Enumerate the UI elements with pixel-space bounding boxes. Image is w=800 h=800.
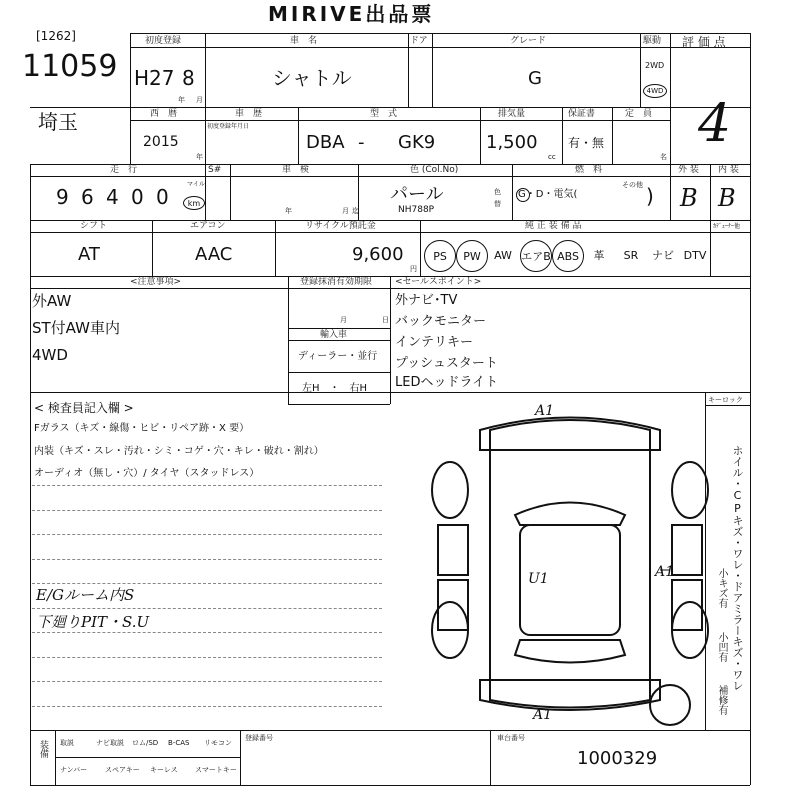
sales-point: バックモニター	[395, 314, 487, 329]
cc-label: cc	[548, 153, 556, 161]
ruled-line	[32, 558, 382, 560]
handle-label: 左H ・ 右H	[302, 383, 368, 394]
sales-point: インテリキー	[395, 335, 474, 350]
fuel-g-circle	[516, 188, 530, 202]
sales-points-header: <セールスポイント>	[395, 277, 482, 287]
month-label: 月	[196, 96, 203, 104]
shift-value: AT	[78, 244, 100, 265]
drive-4wd-circled	[643, 84, 667, 98]
lot-number: 11059	[22, 49, 118, 84]
equipment-checkbox-label: スマートキー	[195, 766, 237, 774]
mileage-sub-header: S#	[208, 165, 222, 175]
door-front-left	[438, 525, 468, 575]
side-small: 補修有	[716, 685, 727, 715]
equipment-checkbox-label: スペアキー	[105, 766, 140, 774]
lot-code: [1262]	[36, 29, 76, 43]
equipment-item: SR	[623, 248, 639, 262]
grid-line	[130, 120, 670, 121]
displacement: 1,500	[486, 132, 538, 153]
grid-line	[152, 220, 153, 276]
tuner-header: ｶﾃﾞｭｰﾅｰ他	[713, 223, 741, 230]
fuel-close: )	[646, 184, 654, 208]
notes-line: 外AW	[32, 292, 72, 310]
fuel-other: その他	[622, 181, 643, 189]
aircon-header: エアコン	[190, 221, 226, 231]
footer-label: 装備	[38, 740, 48, 758]
shaken-header: 車 検	[282, 165, 310, 175]
sales-point: 外ナビ･TV	[395, 293, 458, 308]
fuel-header: 燃 料	[575, 165, 603, 175]
grid-line	[408, 33, 409, 107]
grid-line	[480, 107, 481, 164]
mark-rear: A1	[533, 707, 553, 723]
ruled-line	[32, 509, 382, 511]
grid-line	[288, 372, 390, 373]
first-reg-header: 初度登録	[145, 36, 182, 46]
notes-line: 4WD	[32, 346, 68, 364]
shaken-month: 月	[342, 207, 349, 215]
grid-line	[420, 220, 421, 276]
rear-window	[515, 640, 625, 663]
recycle-header: リサイクル預託金	[305, 221, 376, 231]
grid-line	[30, 730, 750, 731]
grid-line	[30, 232, 750, 233]
grid-line	[390, 276, 391, 404]
side-small: 小凹有	[716, 632, 727, 662]
grid-line	[750, 33, 751, 785]
grid-line	[612, 107, 613, 164]
equipment-item: ABS	[552, 240, 584, 272]
equipment-item: エアB	[520, 240, 552, 272]
wheel-front-right	[672, 462, 708, 518]
windshield	[515, 503, 625, 526]
keylock-header: キーロック	[708, 396, 743, 404]
equipment-checkbox-label: 取説	[60, 739, 74, 747]
notes-header: <注意事項>	[130, 277, 182, 287]
side-legend: ホイル・CPキズ・ワレ・ドアミラーキズ・ワレ	[731, 445, 744, 691]
grade-header: グレード	[510, 36, 547, 46]
inspection-header: 車 歴	[235, 109, 263, 119]
grid-line	[130, 47, 750, 48]
interior-header: 内 装	[718, 165, 739, 175]
grid-line	[30, 164, 31, 785]
reg-month-label: 月	[340, 316, 347, 324]
car-diagram	[420, 400, 720, 730]
warranty-value: 有・無	[568, 136, 605, 150]
grid-line	[705, 392, 706, 730]
dealer-label: ディーラー・並行	[298, 351, 378, 362]
spare-tire	[650, 685, 690, 725]
grid-line	[205, 164, 206, 220]
prefecture: 埼玉	[38, 110, 78, 134]
grid-line	[705, 405, 750, 406]
ruled-line	[32, 533, 382, 535]
mileage-header: 走 行	[110, 165, 138, 175]
equipment-item: DTV	[683, 248, 707, 262]
grid-line	[30, 107, 750, 108]
grid-line	[55, 757, 240, 758]
grid-line	[640, 33, 641, 107]
wheel-front-left	[432, 462, 468, 518]
era: H27	[134, 66, 175, 90]
aircon-value: AAC	[195, 244, 233, 265]
year-label: 年	[178, 96, 185, 104]
shift-header: シフト	[80, 221, 108, 231]
grid-line	[670, 164, 671, 220]
ruled-line	[32, 631, 382, 633]
color-header: 色 (Col.No)	[410, 165, 459, 175]
grid-line	[432, 33, 433, 107]
equipment-checkbox-label: ナビ取説	[96, 739, 124, 747]
grid-line	[710, 164, 711, 220]
equipment-item: 革	[593, 249, 605, 262]
mileage-digit: 6	[81, 185, 94, 209]
grid-line	[288, 404, 390, 405]
reg-number-label: 登録番号	[245, 734, 273, 742]
import-label: 輸入車	[320, 330, 348, 340]
mileage-digit: 0	[156, 185, 169, 209]
inspector-line: オーディオ（無し・穴）/ タイヤ（スタッドレス）	[34, 468, 260, 479]
equipment-item: PS	[424, 240, 456, 272]
grade: G	[528, 68, 542, 89]
grid-line	[275, 220, 276, 276]
inspector-header: < 検査員記入欄 >	[34, 401, 134, 415]
exterior-grade: B	[680, 184, 698, 212]
grid-line	[490, 730, 491, 785]
km-circled	[183, 196, 205, 210]
grid-line	[288, 328, 390, 329]
grid-line	[130, 33, 750, 34]
grid-line	[710, 220, 711, 276]
grid-line	[288, 340, 390, 341]
notes-line: ST付AW車内	[32, 319, 120, 337]
reg-expire-header: 登録抹消有効期限	[300, 277, 373, 287]
shaken-until: 迄	[352, 207, 359, 215]
form-title: MIRIVE出品票	[268, 2, 435, 26]
grid-line	[240, 730, 241, 785]
grid-line	[30, 164, 750, 165]
score-header: 評 価 点	[682, 35, 726, 49]
sales-point: LEDヘッドライト	[395, 375, 499, 390]
inspector-line: 内装（キズ・スレ・汚れ・シミ・コゲ・穴・キレ・破れ・割れ）	[34, 446, 324, 457]
color-value: パール	[390, 184, 444, 205]
model-dash: -	[358, 132, 365, 153]
car-name-header: 車 名	[290, 36, 318, 46]
model-year-label: 年	[196, 153, 203, 161]
recycle-value: 9,600	[352, 244, 404, 265]
side-small: 小キズ有	[716, 568, 727, 608]
equipment-checkbox-label: ロム/SD	[132, 739, 159, 747]
grid-line	[30, 220, 750, 221]
equipment-checkbox-label: リモコン	[204, 739, 232, 747]
reg-month: 8	[182, 66, 195, 90]
yen-label: 円	[410, 265, 417, 273]
handwritten-note: E/Gルーム内S	[36, 586, 135, 604]
model-code: GK9	[398, 132, 436, 153]
mileage-digit: 0	[131, 185, 144, 209]
capacity-label: 名	[660, 153, 667, 161]
handwritten-note: 下廻りPIT・S.U	[36, 613, 150, 631]
grid-line	[298, 107, 299, 164]
chassis-label: 車台番号	[497, 734, 525, 742]
sales-point: プッシュスタート	[395, 356, 498, 371]
chassis-number: 1000329	[577, 748, 658, 769]
grid-line	[230, 164, 231, 220]
mark-center: U1	[528, 571, 549, 587]
grid-line	[512, 164, 513, 220]
inspector-line: Fガラス（キズ・線傷・ヒビ・リペア跡・X 要）	[34, 423, 250, 434]
inspection-sub: 初度登録年月日	[207, 123, 250, 130]
score-value: 4	[698, 94, 732, 154]
drive-4wd: 4WD	[646, 87, 664, 95]
equipment-checkbox-label: B-CAS	[168, 739, 190, 747]
shaken-year: 年	[285, 207, 292, 215]
grid-line	[130, 33, 131, 164]
fuel-options: G・D・電気(	[518, 189, 578, 200]
interior-grade: B	[718, 184, 736, 212]
car-body	[490, 420, 650, 708]
door-header: ドア	[410, 36, 428, 46]
equipment-header: 純 正 装 備 品	[525, 221, 582, 231]
ruled-line	[32, 680, 382, 682]
equipment-checkbox-label: キーレス	[150, 766, 178, 774]
ruled-line	[32, 582, 382, 584]
year-header: 西 暦	[150, 109, 178, 119]
ruled-line	[32, 705, 382, 707]
ruled-line	[32, 656, 382, 658]
equipment-checkbox-label: ナンバー	[60, 766, 88, 774]
grid-line	[205, 33, 206, 164]
mileage-digit: 4	[106, 185, 119, 209]
grid-line	[30, 176, 750, 177]
drive-2wd: 2WD	[645, 61, 665, 70]
door-front-right	[672, 525, 702, 575]
grid-line	[30, 785, 750, 786]
km-label: km	[187, 198, 201, 208]
mark-right: A1	[655, 564, 675, 580]
warranty-header: 保証書	[568, 109, 596, 119]
model-header: 型 式	[370, 109, 398, 119]
drive-header: 駆動	[643, 36, 662, 46]
mark-front: A1	[535, 403, 555, 419]
front-bumper	[480, 418, 660, 451]
color-number: NH788P	[398, 205, 435, 215]
reg-day-label: 日	[382, 316, 389, 324]
car-name: シャトル	[272, 66, 352, 90]
mileage-unit: マイル	[187, 181, 205, 188]
model-prefix: DBA	[306, 132, 345, 153]
displacement-header: 排気量	[498, 109, 526, 119]
equipment-item: ナビ	[652, 249, 674, 262]
exterior-header: 外 装	[678, 165, 699, 175]
grid-line	[670, 33, 671, 164]
ruled-line	[32, 607, 382, 609]
ruled-line	[32, 484, 382, 486]
capacity-header: 定 員	[625, 109, 653, 119]
rear-bumper	[480, 680, 660, 710]
equipment-item: PW	[456, 240, 488, 272]
color-change: 色替	[494, 188, 501, 208]
grid-line	[562, 107, 563, 164]
equipment-item: AW	[494, 248, 512, 262]
mileage-digit: 9	[56, 185, 69, 209]
model-year: 2015	[143, 134, 179, 150]
